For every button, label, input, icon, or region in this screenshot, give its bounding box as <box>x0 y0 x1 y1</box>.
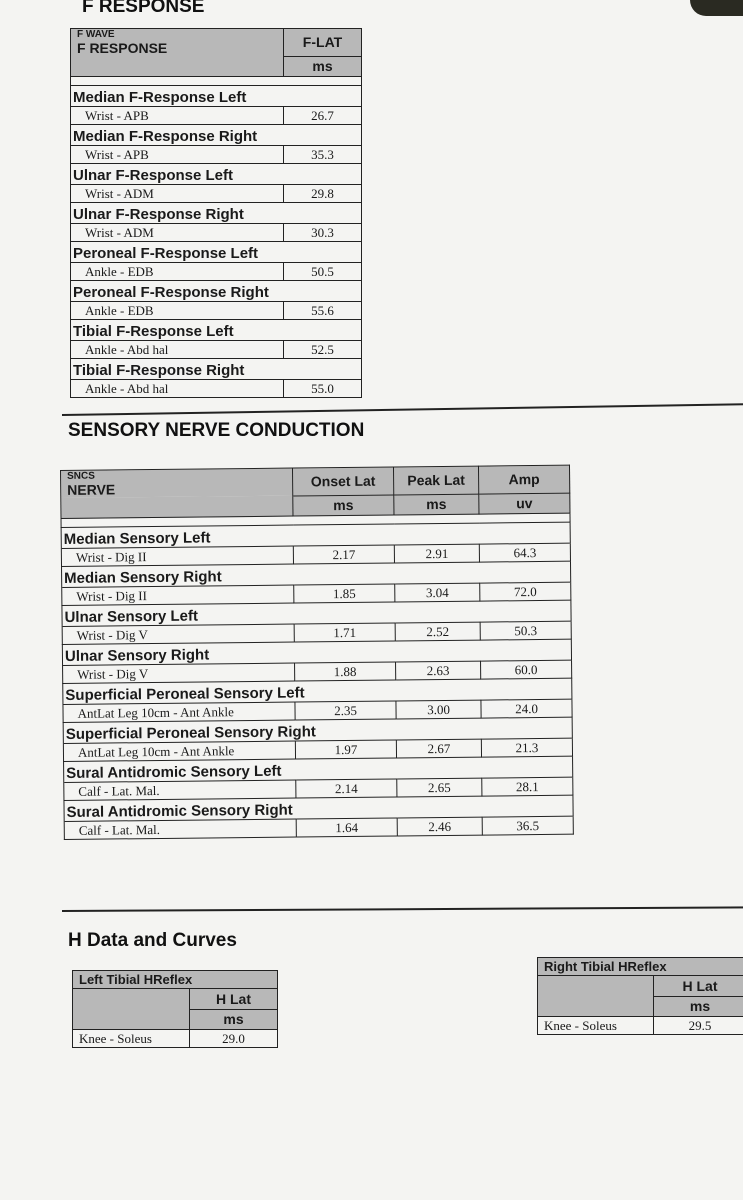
nerve-name: Median Sensory Right <box>62 561 571 587</box>
site-name: Wrist - Dig V <box>63 663 295 683</box>
onset-lat-header: Onset Lat <box>292 467 393 496</box>
onset-lat-value: 2.14 <box>296 779 397 798</box>
site-name: Wrist - Dig V <box>62 624 294 644</box>
sensory-section-title: SENSORY NERVE CONDUCTION <box>68 420 365 441</box>
site-name: Wrist - Dig II <box>62 585 294 605</box>
right-hreflex-title: Right Tibial HReflex <box>538 958 743 976</box>
nerve-name: Sural Antidromic Sensory Left <box>64 756 573 782</box>
f-lat-value: 55.0 <box>284 380 362 398</box>
amp-value: 64.3 <box>479 543 570 562</box>
peak-lat-value: 2.91 <box>394 544 479 563</box>
peak-lat-value: 2.65 <box>397 778 482 797</box>
right-hreflex-site: Knee - Soleus <box>538 1017 654 1035</box>
onset-lat-unit: ms <box>293 495 394 517</box>
left-h-lat-header: H Lat <box>190 989 278 1010</box>
onset-lat-value: 1.64 <box>296 818 397 837</box>
site-name: Wrist - APB <box>71 107 284 125</box>
right-hreflex-value: 29.5 <box>654 1017 743 1035</box>
onset-lat-value: 1.71 <box>294 623 395 642</box>
amp-value: 28.1 <box>482 777 573 796</box>
f-response-site-row <box>71 302 362 320</box>
nerve-name: Peroneal F-Response Left <box>71 242 362 263</box>
amp-value: 36.5 <box>482 816 573 835</box>
site-name: Wrist - Dig II <box>61 546 293 566</box>
nerve-name: Tibial F-Response Right <box>71 359 362 380</box>
f-response-site-row <box>71 224 362 242</box>
f-lat-value: 35.3 <box>284 146 362 164</box>
amp-value: 21.3 <box>481 738 572 757</box>
site-name: Ankle - EDB <box>71 302 284 320</box>
site-name: Wrist - ADM <box>71 185 284 203</box>
f-response-nerve-row <box>71 281 362 302</box>
f-response-site-row <box>71 380 362 398</box>
sensory-rows <box>61 522 573 839</box>
peak-lat-value: 2.63 <box>396 661 481 680</box>
peak-lat-value: 3.00 <box>396 700 481 719</box>
right-h-lat-header: H Lat <box>654 976 743 997</box>
amp-value: 50.3 <box>480 621 571 640</box>
right-tibial-hreflex-table <box>537 957 743 1035</box>
left-hreflex-title: Left Tibial HReflex <box>73 971 278 989</box>
f-lat-value: 26.7 <box>284 107 362 125</box>
nerve-name: Peroneal F-Response Right <box>71 281 362 302</box>
left-h-lat-unit: ms <box>190 1009 278 1030</box>
right-h-lat-unit: ms <box>654 996 743 1017</box>
amp-unit: uv <box>479 493 570 514</box>
f-response-site-row <box>71 146 362 164</box>
f-lat-value: 50.5 <box>284 263 362 281</box>
section-divider-2 <box>62 906 743 912</box>
f-lat-unit: ms <box>284 56 362 77</box>
nerve-name: Sural Antidromic Sensory Right <box>64 795 573 821</box>
nerve-name: Superficial Peroneal Sensory Right <box>63 717 572 743</box>
amp-value: 72.0 <box>480 582 571 601</box>
site-name: Wrist - ADM <box>71 224 284 242</box>
f-response-site-row <box>71 341 362 359</box>
onset-lat-value: 2.17 <box>293 545 394 564</box>
sncs-tag: SNCS <box>67 470 95 482</box>
site-name: AntLat Leg 10cm - Ant Ankle <box>63 741 295 761</box>
peak-lat-value: 2.67 <box>396 739 481 758</box>
f-response-site-row <box>71 185 362 203</box>
f-lat-column-header: F-LAT <box>284 29 362 57</box>
amp-value: 60.0 <box>481 660 572 679</box>
f-response-nerve-row <box>71 164 362 185</box>
f-response-nerve-row <box>71 320 362 341</box>
site-name: Calf - Lat. Mal. <box>64 819 296 839</box>
f-lat-value: 55.6 <box>284 302 362 320</box>
left-tibial-hreflex-table <box>72 970 278 1048</box>
nerve-name: Ulnar F-Response Left <box>71 164 362 185</box>
page-corner-shadow <box>690 0 743 16</box>
amp-value: 24.0 <box>481 699 572 718</box>
onset-lat-value: 2.35 <box>295 701 396 720</box>
f-response-nerve-row <box>71 359 362 380</box>
site-name: Calf - Lat. Mal. <box>64 780 296 800</box>
f-wave-tag: F WAVE <box>77 29 115 40</box>
onset-lat-value: 1.97 <box>295 740 396 759</box>
f-lat-value: 52.5 <box>284 341 362 359</box>
peak-lat-unit: ms <box>394 494 479 515</box>
site-name: AntLat Leg 10cm - Ant Ankle <box>63 702 295 722</box>
site-name: Ankle - EDB <box>71 263 284 281</box>
onset-lat-value: 1.85 <box>294 584 395 603</box>
f-response-rows <box>71 86 362 398</box>
nerve-name: Median F-Response Right <box>71 125 362 146</box>
f-response-header: F RESPONSE <box>77 40 168 56</box>
nerve-name: Median Sensory Left <box>61 522 570 548</box>
amp-header: Amp <box>478 465 569 493</box>
nerve-header: NERVE <box>67 481 116 498</box>
site-name: Wrist - APB <box>71 146 284 164</box>
f-response-site-row <box>71 263 362 281</box>
nerve-name: Tibial F-Response Left <box>71 320 362 341</box>
left-hreflex-value: 29.0 <box>190 1030 278 1048</box>
peak-lat-header: Peak Lat <box>393 466 478 494</box>
left-hreflex-site: Knee - Soleus <box>73 1030 190 1048</box>
f-response-nerve-row <box>71 203 362 224</box>
sensory-table <box>60 465 574 840</box>
site-name: Ankle - Abd hal <box>71 341 284 359</box>
h-data-section-title: H Data and Curves <box>68 930 237 951</box>
f-response-table <box>70 28 362 398</box>
onset-lat-value: 1.88 <box>295 662 396 681</box>
nerve-name: Ulnar Sensory Left <box>62 600 571 626</box>
nerve-name: Superficial Peroneal Sensory Left <box>63 678 572 704</box>
nerve-name: Ulnar F-Response Right <box>71 203 362 224</box>
peak-lat-value: 2.46 <box>397 817 482 836</box>
site-name: Ankle - Abd hal <box>71 380 284 398</box>
f-response-nerve-row <box>71 86 362 107</box>
f-lat-value: 30.3 <box>284 224 362 242</box>
peak-lat-value: 2.52 <box>395 622 480 641</box>
peak-lat-value: 3.04 <box>395 583 480 602</box>
nerve-name: Median F-Response Left <box>71 86 362 107</box>
nerve-name: Ulnar Sensory Right <box>62 639 571 665</box>
f-lat-value: 29.8 <box>284 185 362 203</box>
section-divider <box>62 403 743 416</box>
f-response-nerve-row <box>71 242 362 263</box>
f-response-site-row <box>71 107 362 125</box>
f-response-nerve-row <box>71 125 362 146</box>
f-response-section-title: F RESPONSE <box>82 0 205 17</box>
